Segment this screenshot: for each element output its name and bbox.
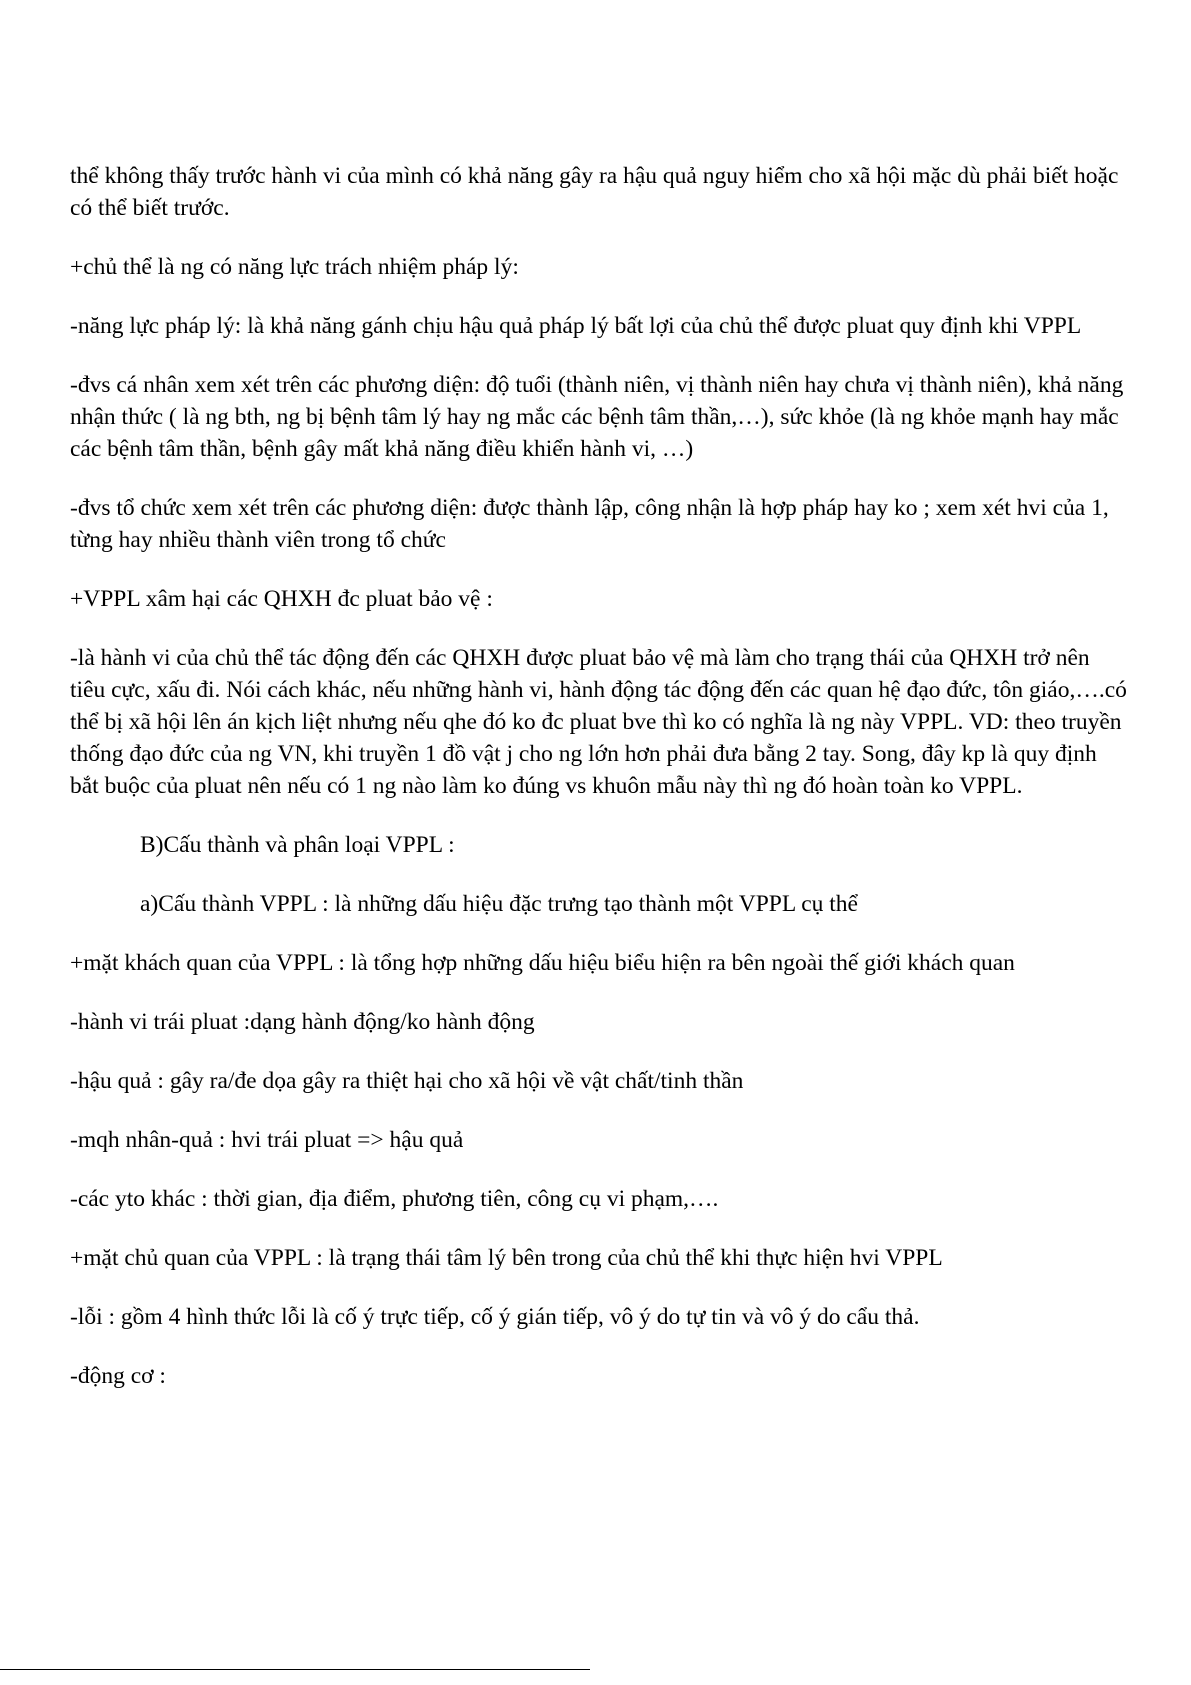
paragraph: -năng lực pháp lý: là khả năng gánh chịu hậu quả pháp lý bất lợi của chủ thể được pluat quy định khi VPPL xyxy=(70,313,1082,339)
paragraph: -các yto khác : thời gian, địa điểm, phương tiên, công cụ vi phạm,…. xyxy=(70,1186,719,1212)
paragraph: -là hành vi của chủ thể tác động đến các QHXH được pluat bảo vệ mà làm cho trạng thái của QHXH trở nên tiêu cực, xấu đi. Nói cách khác, nếu những hành vi, hành động tác động đến các quan hệ đạo đức, tôn giáo,….có thể bị xã hội lên án kịch liệt nhưng nếu qhe đó ko đc pluat bve thì ko có nghĩa là ng này VPPL. VD: theo truyền thống đạo đức của ng VN, khi truyền 1 đồ vật j cho ng lớn hơn phải đưa bằng 2 tay. Song, đây kp là quy định bắt buộc của pluat nên nếu có 1 ng nào làm ko đúng vs khuôn mẫu này thì ng đó hoàn toàn ko VPPL. xyxy=(70,645,1127,799)
paragraph: -mqh nhân-quả : hvi trái pluat => hậu quả xyxy=(70,1127,464,1153)
paragraph: +chủ thể là ng có năng lực trách nhiệm pháp lý: xyxy=(70,254,519,280)
paragraph: thể không thấy trước hành vi của mình có khả năng gây ra hậu quả nguy hiểm cho xã hội mặc dù phải biết hoặc có thể biết trước. xyxy=(70,163,1119,221)
document-body xyxy=(70,160,1130,1419)
paragraph: -động cơ : xyxy=(70,1363,166,1389)
paragraph: +mặt chủ quan của VPPL : là trạng thái tâm lý bên trong của chủ thể khi thực hiện hvi VPPL xyxy=(70,1245,943,1271)
paragraph: -lỗi : gồm 4 hình thức lỗi là cố ý trực tiếp, cố ý gián tiếp, vô ý do tự tin và vô ý do cẩu thả. xyxy=(70,1304,920,1330)
paragraph: -đvs cá nhân xem xét trên các phương diện: độ tuổi (thành niên, vị thành niên hay chưa vị thành niên), khả năng nhận thức ( là ng bth, ng bị bệnh tâm lý hay ng mắc các bệnh tâm thần,…), sức khỏe (là ng khỏe mạnh hay mắc các bệnh tâm thần, bệnh gây mất khả năng điều khiển hành vi, …) xyxy=(70,372,1124,462)
footer-divider xyxy=(0,1669,590,1670)
paragraph: -hành vi trái pluat :dạng hành động/ko hành động xyxy=(70,1009,535,1035)
paragraph: -đvs tổ chức xem xét trên các phương diện: được thành lập, công nhận là hợp pháp hay ko ; xem xét hvi của 1, từng hay nhiều thành viên trong tổ chức xyxy=(70,495,1109,553)
paragraph: +VPPL xâm hại các QHXH đc pluat bảo vệ : xyxy=(70,586,493,612)
section-heading: B)Cấu thành và phân loại VPPL : xyxy=(140,832,455,858)
paragraph: -hậu quả : gây ra/đe dọa gây ra thiệt hại cho xã hội về vật chất/tinh thần xyxy=(70,1068,744,1094)
subsection-heading: a)Cấu thành VPPL : là những dấu hiệu đặc trưng tạo thành một VPPL cụ thể xyxy=(140,891,858,917)
paragraph: +mặt khách quan của VPPL : là tổng hợp những dấu hiệu biểu hiện ra bên ngoài thế giới khách quan xyxy=(70,950,1015,976)
